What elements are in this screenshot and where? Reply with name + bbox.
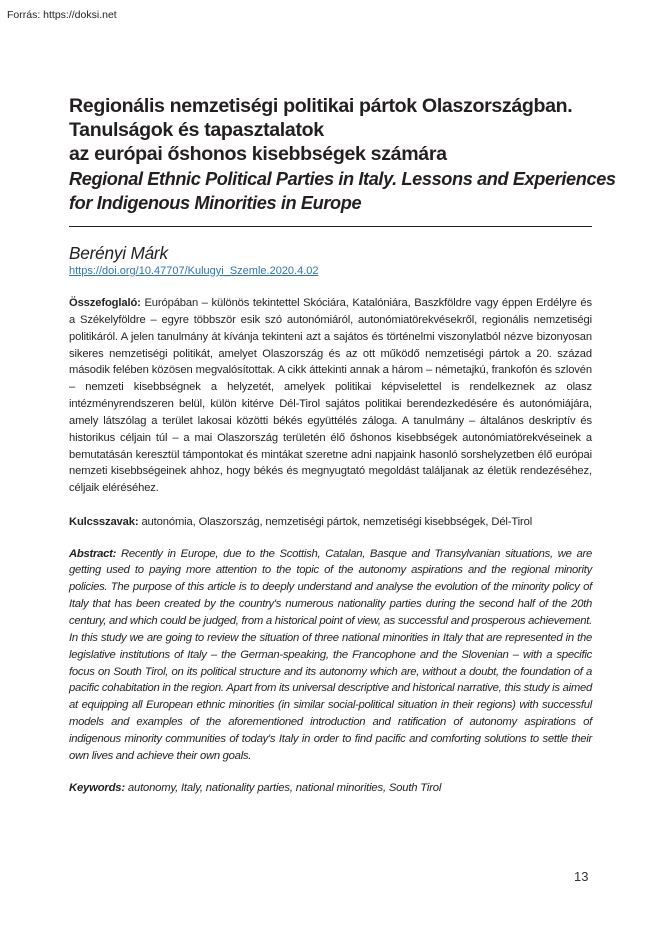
english-keywords-label: Keywords: (69, 781, 128, 794)
article-first-page (69, 94, 616, 796)
article-title-line: Regionális nemzetiségi politikai pártok Olaszországban. (69, 95, 573, 117)
hungarian-abstract (69, 295, 592, 497)
article-title-line: az európai őshonos kisebbségek számára (69, 143, 447, 165)
article-subtitle-line: for Indigenous Minorities in Europe (69, 193, 362, 213)
english-abstract (69, 546, 592, 765)
doi-link[interactable]: https://doi.org/10.47707/Kulugyi_Szemle.2020.4.02 (69, 265, 319, 277)
article-subtitle (69, 167, 616, 215)
source-label: Forrás: https://doksi.net (7, 9, 117, 21)
title-divider (69, 226, 592, 227)
hungarian-abstract-label: Összefoglaló: (69, 297, 145, 309)
hungarian-keywords-text: autonómia, Olaszország, nemzetiségi pártok, nemzetiségi kisebbségek, Dél-Tirol (141, 516, 533, 529)
hungarian-keywords-label: Kulcsszavak: (69, 516, 142, 529)
article-subtitle-line: Regional Ethnic Political Parties in Italy. Lessons and Experiences (69, 169, 616, 189)
hungarian-abstract-text: Európában – különös tekintettel Skóciára, Katalóniára, Baszkföldre vagy éppen Erdélyre és a Székelyföldre – egyre többször esik szó autonómiáról, autonómiatörekvésekről, regionális nemzetiségi politikáról. A jelen tanulmány át kívánja tekinteni azt a sajátos és történelmi viszonylatból nézve bizonyosan sikeres nemzetiségi politikát, amelyet Olaszország és az ott működő nemzetiségi pártok a 20. század második felében közösen megvalósítottak. A cikk áttekinti annak a három – németajkú, frankofón és szlovén – nemzeti kisebbségnek a helyzetét, amelyek politikai képviselettel is rendelkeznek az olasz intézményrendszeren belül, külön kitérve Dél-Tirol sajátos politikai berendezkedésére és autonómiájára, amely látszólag a terület lakosai közötti békés együttélés záloga. A tanulmány – általános deskriptív és historikus céljain túl – a mai Olaszország területén élő őshonos kisebbségek autonómiatörekvéseinek a bemutatásán keresztül támpontokat és mintákat szeretne adni napjaink hasonló sorshelyzetben élő európai nemzeti kisebbségeinek ahhoz, hogy békés és megnyugtató megoldást találjanak az életük rendezéséhez, céljaik eléréséhez. (69, 297, 592, 495)
article-title (69, 94, 592, 166)
page-number: 13 (574, 869, 589, 884)
english-keywords-text: autonomy, Italy, nationality parties, national minorities, South Tirol (127, 781, 442, 794)
hungarian-keywords (69, 514, 592, 531)
article-title-line: Tanulságok és tapasztalatok (69, 119, 324, 141)
english-abstract-label: Abstract: (69, 547, 121, 560)
author-name: Berényi Márk (69, 243, 168, 263)
english-abstract-text: Recently in Europe, due to the Scottish, Catalan, Basque and Transylvanian situations, we are getting used to paying more attention to the topic of the autonomy aspirations and the regional minority policies. The purpose of this article is to deeply understand and analyse the evolution of the minority policy of Italy that has been created by the country's numerous nationality parties during the second half of the 20th century, and which could be judged, from a historical point of view, as successful and prosperous achievement. In this study we are going to review the situation of three national minorities in Italy that are represented in the legislative institutions of Italy – the German-speaking, the Francophone and the Slovenian – with a specific focus on South Tirol, on its political structure and its autonomy which are, without a doubt, the foundation of a pacific cohabitation in the region. Apart from its universal descriptive and historical narrative, this study is aimed at equipping all European ethnic minorities (in similar social-political situation in their regions) with successful models and examples of the aforementioned introduction and ratification of autonomy aspirations of indigenous minority communities of today's Italy in order to find pacific and comforting solutions to settle their own lives and achieve their own goals. (69, 547, 592, 762)
english-keywords (69, 780, 592, 797)
